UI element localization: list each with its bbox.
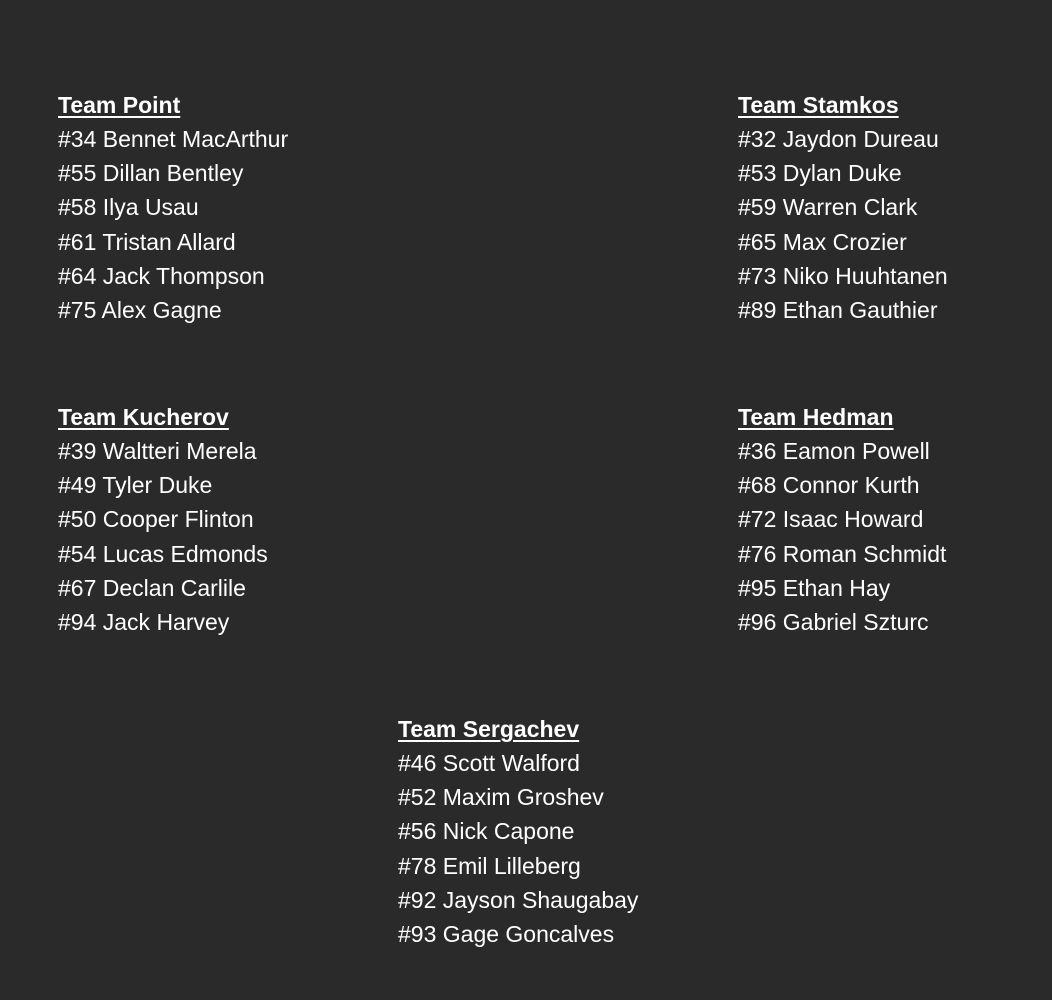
player-entry: #34 Bennet MacArthur — [58, 126, 289, 152]
player-entry: #92 Jayson Shaugabay — [398, 886, 639, 913]
player-entry: #73 Niko Huuhtanen — [738, 262, 948, 289]
player-entry: #65 Max Crozier — [738, 228, 907, 255]
player-entry: #50 Cooper Flinton — [58, 506, 254, 533]
player-entry: #56 Nick Capone — [398, 818, 575, 845]
player-entry: #55 Dillan Bentley — [58, 160, 244, 187]
player-entry: #53 Dylan Duke — [738, 160, 902, 187]
team-sergachev-roster — [398, 712, 718, 951]
player-entry: #54 Lucas Edmonds — [58, 540, 268, 567]
player-entry: #61 Tristan Allard — [58, 228, 236, 255]
team-stamkos-roster — [738, 88, 1052, 327]
player-entry: #58 Ilya Usau — [58, 194, 199, 221]
player-entry: #95 Ethan Hay — [738, 574, 891, 601]
player-entry: #72 Isaac Howard — [738, 506, 924, 533]
player-entry: #68 Connor Kurth — [738, 472, 920, 499]
player-entry: #64 Jack Thompson — [58, 262, 265, 289]
player-entry: #67 Declan Carlile — [58, 574, 246, 601]
team-hedman-roster — [738, 400, 1052, 639]
team-kucherov-roster — [58, 400, 378, 639]
player-entry: #75 Alex Gagne — [58, 296, 222, 323]
team-title: Team Stamkos — [738, 92, 899, 118]
player-entry: #94 Jack Harvey — [58, 608, 230, 635]
player-entry: #52 Maxim Groshev — [398, 784, 604, 811]
player-entry: #32 Jaydon Dureau — [738, 126, 939, 152]
player-entry: #76 Roman Schmidt — [738, 540, 947, 567]
player-entry: #78 Emil Lilleberg — [398, 852, 581, 879]
player-entry: #89 Ethan Gauthier — [738, 296, 938, 323]
player-entry: #36 Eamon Powell — [738, 438, 930, 464]
team-title: Team Hedman — [738, 404, 894, 430]
team-point-roster — [58, 88, 378, 327]
team-title: Team Sergachev — [398, 716, 580, 742]
player-entry: #96 Gabriel Szturc — [738, 608, 929, 635]
player-entry: #39 Waltteri Merela — [58, 438, 257, 464]
player-entry: #93 Gage Goncalves — [398, 920, 615, 947]
player-entry: #59 Warren Clark — [738, 194, 918, 221]
player-entry: #46 Scott Walford — [398, 750, 580, 776]
team-title: Team Point — [58, 92, 181, 118]
team-title: Team Kucherov — [58, 404, 229, 430]
player-entry: #49 Tyler Duke — [58, 472, 213, 499]
